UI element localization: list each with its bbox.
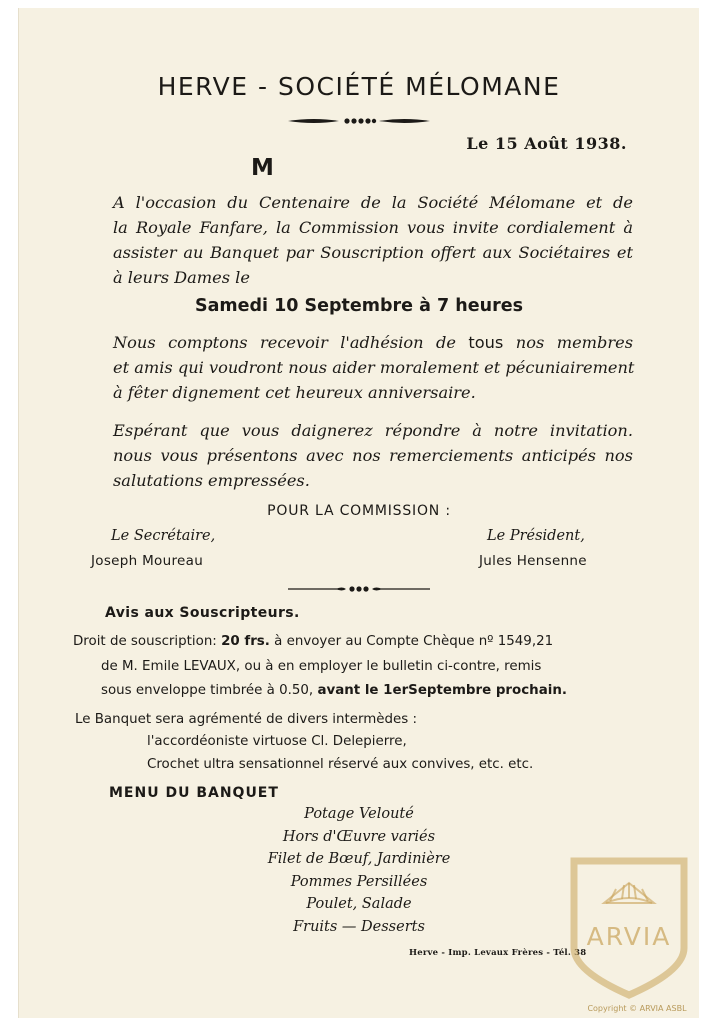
invitation-line: assister au Banquet par Souscription offert aux Sociétaires et <box>113 243 633 262</box>
closing-line: nous vous présentons avec nos remerciements anticipés nos <box>113 446 633 465</box>
entertainment-item: l'accordéoniste virtuose Cl. Delepierre, <box>147 734 407 749</box>
adhesion-line: à fêter dignement cet heureux anniversaire. <box>113 383 476 402</box>
document-title: HERVE - SOCIÉTÉ MÉLOMANE <box>157 72 561 101</box>
menu-item: Fruits — Desserts <box>293 918 425 935</box>
closing-line: Espérant que vous daignerez répondre à notre invitation. <box>113 421 633 440</box>
menu-item: Poulet, Salade <box>306 896 412 913</box>
menu-item: Filet de Bœuf, Jardinière <box>267 851 451 868</box>
menu-item: Pommes Persillées <box>290 873 428 890</box>
event-date: Samedi 10 Septembre à 7 heures <box>194 296 524 316</box>
closing-paragraph <box>113 418 633 493</box>
subscription-line: de M. Emile LEVAUX, ou à en employer le bulletin ci-contre, remis <box>101 659 542 674</box>
notice-title: Avis aux Souscripteurs. <box>105 605 300 621</box>
menu-item: Potage Velouté <box>304 806 414 822</box>
ornament-divider-top <box>19 112 699 131</box>
adhesion-line <box>113 330 633 355</box>
salutation: M <box>251 155 274 181</box>
menu-list <box>209 803 509 939</box>
subscription-line <box>101 683 567 698</box>
adhesion-line: et amis qui voudront nous aider moralement et pécuniairement <box>113 358 635 377</box>
printer-imprint: Herve - Imp. Levaux Frères - Tél. 38 <box>409 948 587 958</box>
menu-item: Hors d'Œuvre variés <box>282 828 436 845</box>
president-name: Jules Hensenne <box>479 553 587 569</box>
invitation-line: la Royale Fanfare, la Commission vous invite cordialement à <box>113 218 633 237</box>
arvia-shield-icon <box>564 853 694 1003</box>
copyright-notice: Copyright © ARVIA ASBL <box>587 1004 687 1013</box>
secretary-name: Joseph Moureau <box>91 553 204 569</box>
adhesion-text: nos membres <box>503 333 633 352</box>
ornament-divider-middle <box>19 580 699 599</box>
subscription-text: Droit de souscription: <box>73 634 222 649</box>
signature-heading: POUR LA COMMISSION : <box>267 503 451 519</box>
subscription-text: à envoyer au Compte Chèque nº 1549,21 <box>269 634 554 649</box>
subscription-text: sous enveloppe timbrée à 0.50, <box>101 683 318 698</box>
president-label: Le Président, <box>487 528 585 544</box>
closing-line: salutations empressées. <box>113 471 310 490</box>
document-page <box>18 8 699 1018</box>
svg-text:ARVIA: ARVIA <box>586 922 672 951</box>
subscription-line <box>73 634 553 649</box>
invitation-line: à leurs Dames le <box>113 268 250 287</box>
arvia-watermark <box>564 853 694 1003</box>
adhesion-text: Nous comptons recevoir l'adhésion de <box>113 333 469 352</box>
entertainment-intro: Le Banquet sera agrémenté de divers intermèdes : <box>75 712 418 727</box>
adhesion-paragraph <box>113 330 633 405</box>
secretary-label: Le Secrétaire, <box>111 528 216 544</box>
adhesion-emphasis: tous <box>468 333 504 352</box>
letter-date: Le 15 Août 1938. <box>466 134 627 153</box>
subscription-amount: 20 frs. <box>221 634 270 649</box>
invitation-paragraph <box>113 190 633 290</box>
subscription-deadline: avant le 1erSeptembre prochain. <box>317 683 567 698</box>
entertainment-item: Crochet ultra sensationnel réservé aux convives, etc. etc. <box>147 757 534 772</box>
invitation-line: A l'occasion du Centenaire de la Société Mélomane et de <box>113 193 633 212</box>
menu-title: MENU DU BANQUET <box>109 785 279 801</box>
